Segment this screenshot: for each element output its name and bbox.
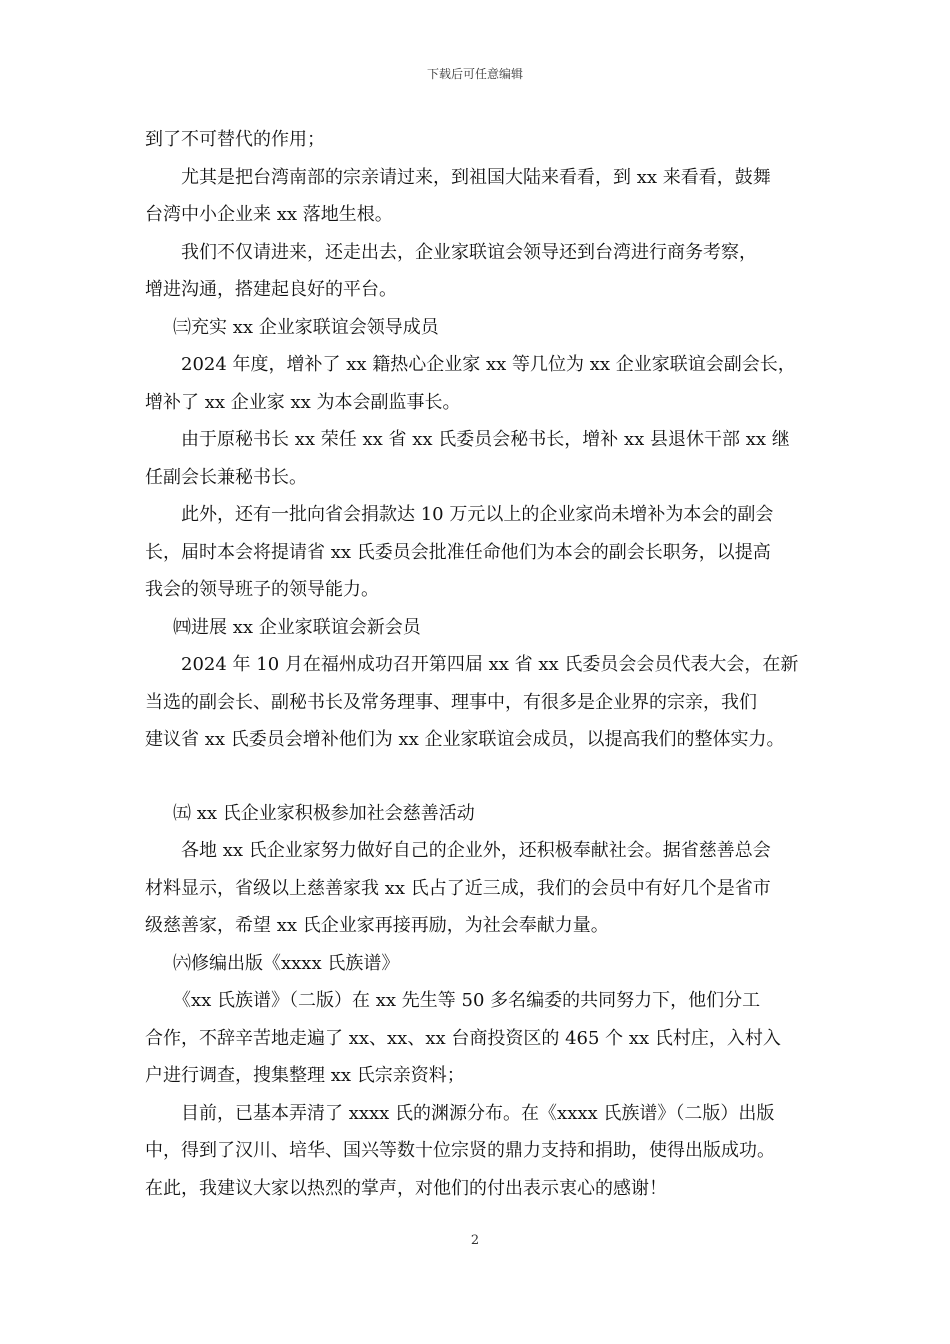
text-line: 我会的领导班子的领导能力。 <box>145 579 379 600</box>
text-line: 级慈善家，希望 xx 氏企业家再接再励，为社会奉献力量。 <box>145 915 609 936</box>
text-line: 尤其是把台湾南部的宗亲请过来，到祖国大陆来看看，到 xx 来看看，鼓舞 <box>181 166 771 188</box>
text-line: 由于原秘书长 xx 荣任 xx 省 xx 氏委员会秘书长，增补 xx 县退休干部 xx 继 <box>181 429 790 450</box>
text-line: 增进沟通，搭建起良好的平台。 <box>145 279 397 300</box>
text-line: 2024 年度，增补了 xx 籍热心企业家 xx 等几位为 xx 企业家联谊会副会长， <box>181 354 796 375</box>
text-line: 户进行调查，搜集整理 xx 氏宗亲资料； <box>145 1065 465 1086</box>
section-heading: ㈤ xx 氏企业家积极参加社会慈善活动 <box>173 802 475 824</box>
text-line: 中，得到了汉川、培华、国兴等数十位宗贤的鼎力支持和捐助，使得出版成功。 <box>145 1140 775 1161</box>
text-line: 建议省 xx 氏委员会增补他们为 xx 企业家联谊会成员，以提高我们的整体实力。 <box>145 729 785 750</box>
text-line: 《xx 氏族谱》（二版）在 xx 先生等 50 多名编委的共同努力下，他们分工 <box>173 990 761 1011</box>
text-line: 我们不仅请进来，还走出去，企业家联谊会领导还到台湾进行商务考察， <box>181 241 757 263</box>
text-line: 在此，我建议大家以热烈的掌声，对他们的付出表示衷心的感谢！ <box>145 1177 667 1199</box>
text-line: 任副会长兼秘书长。 <box>145 466 307 488</box>
text-line: 2024 年 10 月在福州成功召开第四届 xx 省 xx 氏委员会会员代表大会，在新 <box>181 654 799 675</box>
text-line: 台湾中小企业来 xx 落地生根。 <box>145 204 393 225</box>
text-line: 长，届时本会将提请省 xx 氏委员会批准任命他们为本会的副会长职务，以提高 <box>145 541 771 563</box>
page-number: 2 <box>470 1233 480 1248</box>
text-line: 各地 xx 氏企业家努力做好自己的企业外，还积极奉献社会。据省慈善总会 <box>181 840 771 861</box>
section-heading: ㈣进展 xx 企业家联谊会新会员 <box>173 616 421 638</box>
text-line: 增补了 xx 企业家 xx 为本会副监事长。 <box>145 391 461 413</box>
text-line: 当选的副会长、副秘书长及常务理事、理事中，有很多是企业界的宗亲，我们 <box>145 691 757 713</box>
document-body <box>145 121 810 1207</box>
section-heading: ㈢充实 xx 企业家联谊会领导成员 <box>173 316 439 338</box>
section-heading: ㈥修编出版《xxxx 氏族谱》 <box>173 952 400 974</box>
page-header: 下载后可任意编辑 <box>426 67 523 81</box>
text-line: 到了不可替代的作用； <box>145 129 325 150</box>
text-line: 合作，不辞辛苦地走遍了 xx、xx、xx 台商投资区的 465 个 xx 氏村庄，入村入 <box>145 1027 781 1049</box>
text-line: 材料显示，省级以上慈善家我 xx 氏占了近三成，我们的会员中有好几个是省市 <box>145 877 771 899</box>
paragraph-gap <box>145 759 810 795</box>
text-line: 此外，还有一批向省会捐款达 10 万元以上的企业家尚未增补为本会的副会 <box>181 504 774 525</box>
text-line: 目前，已基本弄清了 xxxx 氏的渊源分布。在《xxxx 氏族谱》（二版）出版 <box>181 1102 775 1124</box>
